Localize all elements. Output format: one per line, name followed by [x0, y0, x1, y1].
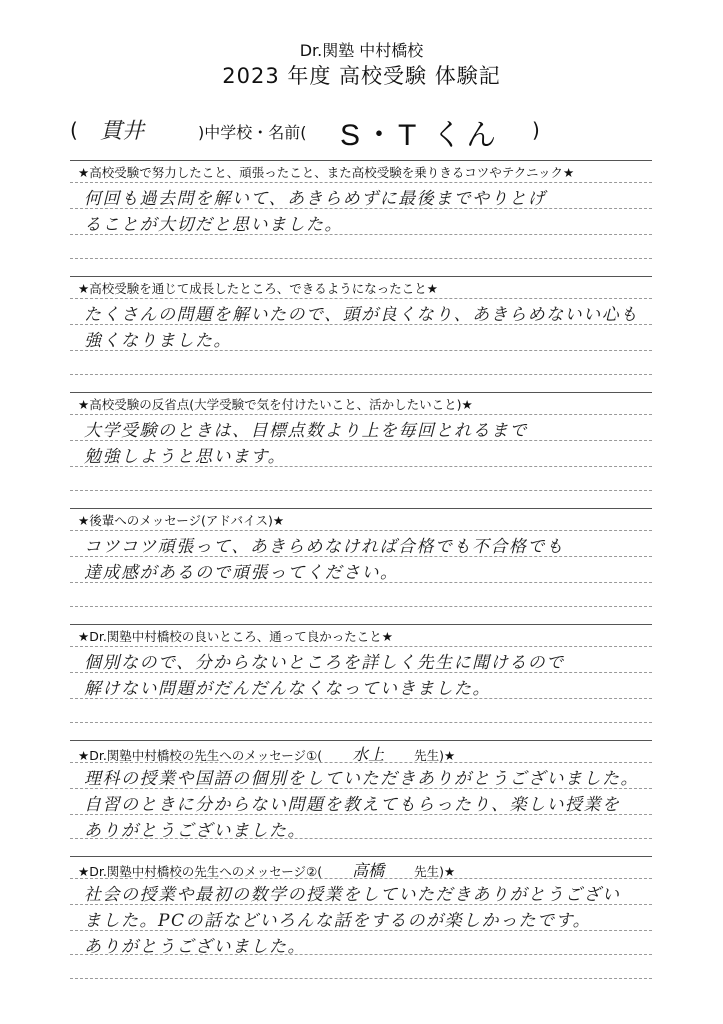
- school-name-label: )中学校・名前(: [198, 123, 307, 142]
- answer-line: 勉強しようと思います。: [84, 447, 287, 467]
- section-growth: [70, 276, 652, 376]
- answer-line: 何回も過去問を解いて、あきらめずに最後までやりとげ: [84, 189, 547, 209]
- school-name: Dr.関塾 中村橋校: [299, 41, 424, 60]
- page-title: 2023 年度 高校受験 体験記: [222, 64, 501, 88]
- heading-start: ★Dr.関塾中村橋校の先生へのメッセージ①(: [78, 748, 323, 763]
- section-heading: ★高校受験で努力したこと、頑張ったこと、また高校受験を乗りきるコツやテクニック★: [78, 165, 575, 180]
- close-paren: ): [532, 118, 540, 142]
- section-heading: ★高校受験を通じて成長したところ、できるようになったこと★: [78, 281, 438, 296]
- teacher-name: 水上: [352, 745, 385, 764]
- section-heading: ★後輩へのメッセージ(アドバイス)★: [78, 513, 285, 528]
- section-reflection: [70, 392, 652, 492]
- open-paren: (: [70, 118, 78, 142]
- answer-line: コツコツ頑張って、あきらめなければ合格でも不合格でも: [84, 537, 565, 557]
- answer-line: 強くなりました。: [84, 331, 232, 351]
- answer-line: 個別なので、分からないところを詳しく先生に聞けるので: [84, 653, 565, 673]
- section-heading: ★高校受験の反省点(大学受験で気を付けたいこと、活かしたいこと)★: [78, 397, 473, 412]
- answer-line: ありがとうございました。: [84, 821, 306, 841]
- junior-high-name: 貫井: [100, 119, 145, 144]
- heading-end: 先生)★: [414, 748, 456, 763]
- answer-line: 達成感があるので頑張ってください。: [84, 563, 399, 583]
- heading-end: 先生)★: [414, 864, 456, 879]
- answer-line: 大学受験のときは、目標点数より上を毎回とれるまで: [84, 421, 528, 441]
- heading-start: ★Dr.関塾中村橋校の先生へのメッセージ②(: [78, 864, 323, 879]
- answer-line: ることが大切だと思いました。: [84, 215, 343, 235]
- answer-line: ました。PCの話などいろんな話をするのが楽しかったです。: [84, 911, 592, 931]
- section-good-points: [70, 624, 652, 724]
- answer-line: 社会の授業や最初の数学の授業をしていただきありがとうござい: [84, 885, 621, 905]
- answer-line: ありがとうございました。: [84, 937, 306, 957]
- section-teacher-message-2: [70, 856, 652, 980]
- teacher-name: 高橋: [352, 861, 385, 880]
- section-teacher-message-1: [70, 740, 652, 840]
- section-heading: ★Dr.関塾中村橋校の良いところ、通って良かったこと★: [78, 629, 394, 644]
- answer-line: 自習のときに分からない問題を教えてもらったり、楽しい授業を: [84, 795, 621, 815]
- section-effort: [70, 160, 652, 260]
- student-name: S・T くん: [340, 119, 501, 152]
- section-advice: [70, 508, 652, 608]
- name-row: [70, 112, 630, 152]
- answer-line: 理科の授業や国語の個別をしていただきありがとうございました。: [84, 769, 639, 789]
- answer-line: 解けない問題がだんだんなくなっていきました。: [84, 679, 491, 699]
- answer-line: たくさんの問題を解いたので、頭が良くなり、あきらめないい心も: [84, 305, 639, 325]
